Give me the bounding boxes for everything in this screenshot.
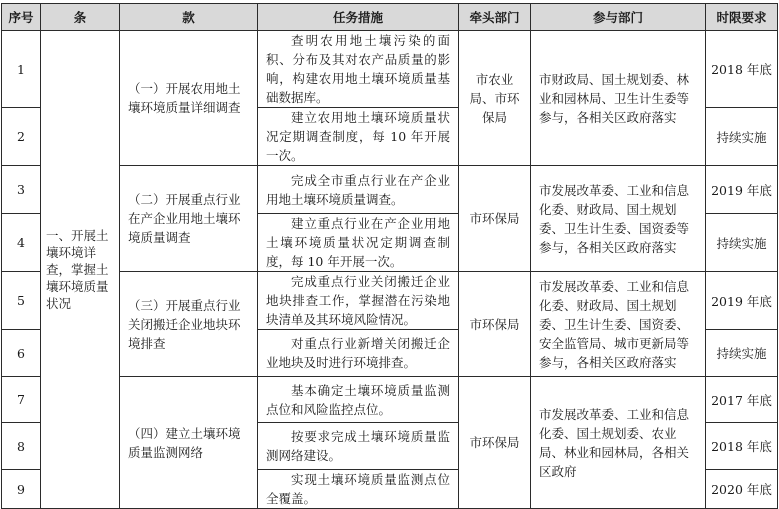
task-cell: 建立农用地土壤环境质量状况定期调查制度，每 10 年开展一次。 — [258, 108, 459, 166]
participants-cell: 市发展改革委、工业和信息化委、国土规划委、农业局、林业和园林局，各相关区政府 — [531, 377, 706, 509]
task-cell: 查明农用地土壤污染的面积、分布及其对农产品质量的影响，构建农用地土壤环境质量基础数据库。 — [258, 31, 459, 108]
header-deadline: 时限要求 — [706, 4, 778, 31]
kuan-cell: （一）开展农用地土壤环境质量详细调查 — [120, 31, 258, 166]
task-cell: 按要求完成土壤环境质量监测网络建设。 — [258, 423, 459, 470]
deadline-cell: 2018 年底 — [706, 423, 778, 470]
deadline-cell: 持续实施 — [706, 214, 778, 272]
deadline-cell: 2018 年底 — [706, 31, 778, 108]
task-cell: 建立重点行业在产企业用地土壤环境质量状况定期调查制度，每 10 年开展一次。 — [258, 214, 459, 272]
participants-cell: 市财政局、国土规划委、林业和园林局、卫生计生委等参与，各相关区政府落实 — [531, 31, 706, 166]
row-number: 6 — [2, 330, 41, 377]
row-number: 7 — [2, 377, 41, 423]
lead-cell: 市环保局 — [459, 272, 531, 377]
header-participants: 参与部门 — [531, 4, 706, 31]
header-task: 任务措施 — [258, 4, 459, 31]
kuan-cell: （三）开展重点行业关闭搬迁企业地块环境排查 — [120, 272, 258, 377]
deadline-cell: 2019 年底 — [706, 166, 778, 214]
deadline-cell: 2019 年底 — [706, 272, 778, 330]
row-number: 9 — [2, 470, 41, 509]
row-number: 4 — [2, 214, 41, 272]
participants-cell: 市发展改革委、工业和信息化委、财政局、国土规划委、卫生计生委、国资委等参与，各相关区政府落实 — [531, 166, 706, 272]
deadline-cell: 2020 年底 — [706, 470, 778, 509]
deadline-cell: 持续实施 — [706, 330, 778, 377]
header-no: 序号 — [2, 4, 41, 31]
task-cell: 完成重点行业关闭搬迁企业地块排查工作，掌握潜在污染地块清单及其环境风险情况。 — [258, 272, 459, 330]
lead-cell: 市农业局、市环保局 — [459, 31, 531, 166]
task-cell: 对重点行业新增关闭搬迁企业地块及时进行环境排查。 — [258, 330, 459, 377]
row-number: 2 — [2, 108, 41, 166]
deadline-cell: 2017 年底 — [706, 377, 778, 423]
header-kuan: 款 — [120, 4, 258, 31]
header-row — [2, 4, 778, 31]
participants-cell: 市发展改革委、工业和信息化委、财政局、国土规划委、卫生计生委、国资委、安全监管局、城市更新局等参与，各相关区政府落实 — [531, 272, 706, 377]
task-cell: 实现土壤环境质量监测点位全覆盖。 — [258, 470, 459, 509]
task-cell: 基本确定土壤环境质量监测点位和风险监控点位。 — [258, 377, 459, 423]
row-number: 8 — [2, 423, 41, 470]
deadline-cell: 持续实施 — [706, 108, 778, 166]
tiao-cell: 一、开展土壤环境详查，掌握土壤环境质量状况 — [41, 31, 120, 509]
lead-cell: 市环保局 — [459, 377, 531, 509]
row-number: 1 — [2, 31, 41, 108]
kuan-cell: （二）开展重点行业在产企业用地土壤环境质量调查 — [120, 166, 258, 272]
lead-cell: 市环保局 — [459, 166, 531, 272]
header-tiao: 条 — [41, 4, 120, 31]
kuan-cell: （四）建立土壤环境质量监测网络 — [120, 377, 258, 509]
table-row — [2, 31, 778, 108]
row-number: 5 — [2, 272, 41, 330]
task-table — [1, 3, 778, 509]
header-lead: 牵头部门 — [459, 4, 531, 31]
row-number: 3 — [2, 166, 41, 214]
task-cell: 完成全市重点行业在产企业用地土壤环境质量调查。 — [258, 166, 459, 214]
